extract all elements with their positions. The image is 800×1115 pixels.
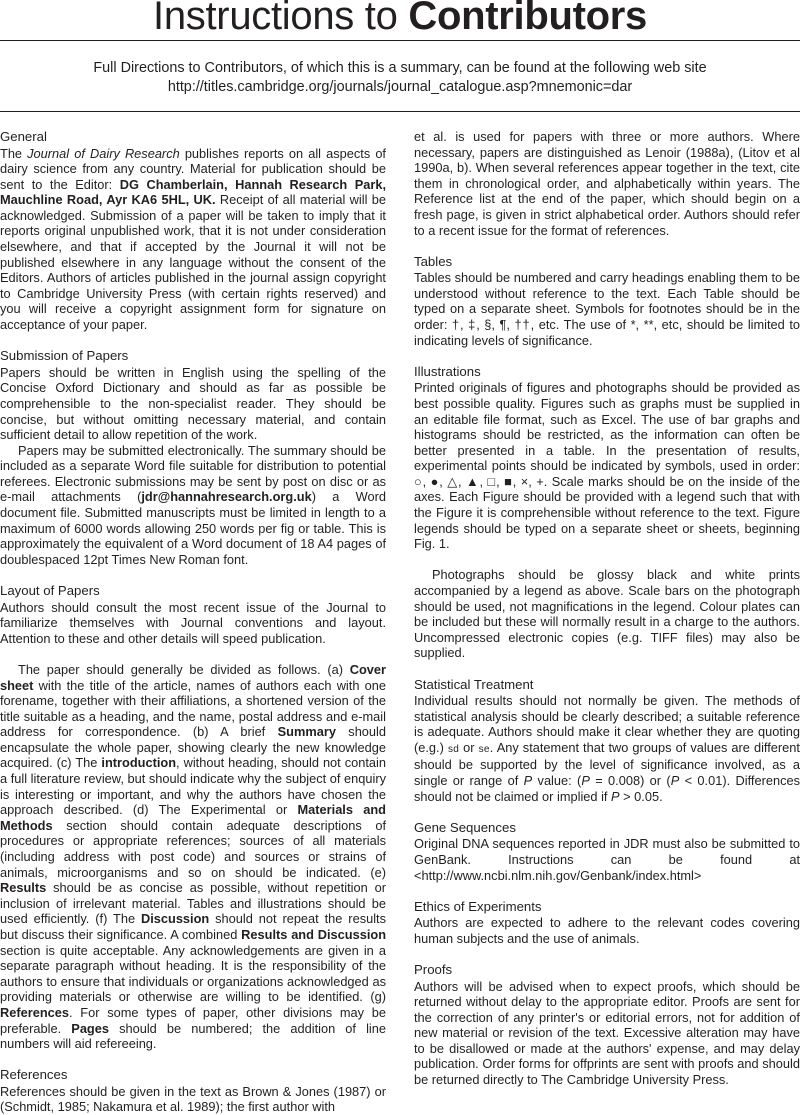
right-column: [414, 129, 800, 1088]
text: should be numbered; the addition of line numbers will aid refereeing.: [0, 1020, 386, 1052]
section-submission: [0, 348, 386, 567]
submission-paragraph-2: [0, 443, 386, 568]
text: . For some types of paper, other divisions may be preferable.: [0, 1004, 386, 1036]
text: = 0.008) or (: [589, 773, 671, 789]
term: introduction: [101, 755, 177, 771]
term: Materials and Methods: [0, 802, 386, 833]
left-column: [0, 129, 386, 1115]
term: Pages: [71, 1020, 109, 1036]
section-heading: References: [0, 1067, 68, 1083]
gene-paragraph: Original DNA sequences reported in JDR must also be submitted to GenBank. Instructions can be found at <http://www.ncbi.nlm.nih.gov/Genbank/index.html>: [414, 836, 800, 883]
references-text-start: References should be given in the text as Brown & Jones (1987) or (Schmidt, 1985; Nakamura et al. 1989); the first author with: [0, 1083, 386, 1115]
text: section is quite acceptable. Any acknowledgements are given in a separate paragraph without heading. It is the responsibility of the authors to ensure that individuals or organizations acknowledged as providing materials or otherwise are willing to be identified. (g): [0, 942, 386, 1005]
references-text-end: et al. is used for papers with three or more authors. Where necessary, papers are distinguished as Lenoir (1988a), (Litov et al 1990a, b). When several references appear together in the text, cite them in chronological order, and alphabetically within years. The Reference list at the end of the paper, which should begin on a fresh page, is given in strict alphabetical order. Authors should refer to a recent issue for the format of references.: [414, 129, 800, 238]
text: < 0.01). Differences should not be claimed or implied if: [414, 773, 800, 804]
text: Papers may be submitted electronically. The summary should be included as a separate Word file suitable for distribution to potential referees. Electronic submissions may be sent by post on disc or as e-mail attachments (: [0, 442, 386, 505]
page-title: [0, 0, 800, 40]
term: Results: [0, 880, 47, 896]
section-heading: Ethics of Experiments: [414, 898, 542, 914]
section-heading: Statistical Treatment: [414, 676, 534, 692]
title-rule: [0, 40, 800, 41]
section-heading: Layout of Papers: [0, 583, 100, 599]
general-paragraph: [0, 146, 386, 333]
section-statistical: [414, 677, 800, 805]
text: Receipt of all material will be acknowledged. Submission of a paper will be taken to imply that it reports original unpublished work, that it is not under consideration elsewhere, and that if accepted by the Journal it will not be published elsewhere in any language without the consent of the Editors. Authors of articles published in the journal assign copyright to Cambridge University Press (with certain rights reserved) and you will receive a copyright assignment form for signature on acceptance of your paper.: [0, 192, 386, 333]
text: value: (: [532, 773, 582, 789]
submission-paragraph-1: Papers should be written in English using the spelling of the Concise Oxford Dictionary and should as far as possible be comprehensible to the non-specialist reader. They should be concise, but without omitting necessary material, and contain sufficient detail to allow repetition of the work.: [0, 364, 386, 443]
section-heading: Illustrations: [414, 363, 481, 379]
p-symbol: P: [523, 773, 533, 789]
text: should not repeat the results but discuss their significance. A combined: [0, 911, 387, 942]
statistical-paragraph: [414, 693, 800, 804]
text: with the title of the article, names of authors each with one forename, together with their affiliations, a shortened version of the title suitable as a heading, and the name, postal address and e-mail address for correspondence. (b) A brief: [0, 677, 386, 740]
text: ) a Word document file. Submitted manuscripts must be limited in length to a maximum of 6000 words allowing 250 words per fig or table. This is approximately the equivalent of a Word document of 18 A4 pages of doublespaced 12pt Times New Roman font.: [0, 489, 386, 567]
references-paragraph-continued: [414, 129, 800, 238]
submission-email: jdr@hannahresearch.org.uk: [141, 489, 312, 505]
section-heading: Tables: [414, 253, 453, 269]
section-heading: General: [0, 129, 47, 144]
section-heading: Submission of Papers: [0, 348, 129, 364]
text: The paper should generally be divided as follows. (a): [18, 661, 350, 677]
section-illustrations: [414, 364, 800, 661]
text: > 0.05.: [619, 788, 663, 804]
term: Summary: [277, 724, 336, 740]
text: . Any statement that two groups of values are different should be supported by the level of significance involved, as a single or range of: [414, 739, 800, 789]
p-symbol: P: [670, 773, 680, 789]
editor-address: DG Chamberlain, Hannah Research Park, Mauchline Road, Ayr KA6 5HL, UK.: [0, 176, 387, 208]
section-references: [0, 1067, 386, 1115]
term: Results and Discussion: [241, 927, 387, 942]
section-heading: Gene Sequences: [414, 819, 516, 835]
text: should encapsulate the whole paper, showing clearly the new knowledge acquired. (c) The: [0, 724, 387, 771]
text: publishes reports on all aspects of dairy science from any country. Material for publication should be sent to the Editor:: [0, 145, 386, 192]
section-general: [0, 129, 386, 333]
section-layout: [0, 583, 386, 1052]
subtitle-rule: [0, 111, 800, 112]
text: Individual results should not normally be given. The methods of statistical analysis should be clearly described; a suitable reference is adequate. Authors should make it clear whether they are quoting (e.g.): [414, 693, 800, 755]
text: section should contain adequate descriptions of procedures or appropriate references; sources of all materials (including address with post code) and sources or strains of animals, microorganisms and so on should be indicated. (e): [0, 817, 386, 880]
subtitle: [0, 59, 800, 96]
journal-name: Journal of Dairy Research: [27, 145, 180, 161]
illustrations-paragraph-2: Photographs should be glossy black and white prints accompanied by a legend as above. Scale bars on the photograph should be used, not magnifications in the legend. Colour plates can be included but these will normally result in a charge to the authors. Uncompressed electronic copies (e.g. TIFF files) may also be supplied.: [414, 567, 800, 661]
proofs-paragraph: Authors will be advised when to expect proofs, which should be returned without delay to the appropriate editor. Proofs are sent for the correction of any printer's or editorial errors, not for addition of new material or revision of the text. Excessive alteration may have to be disallowed or made at the authors' expense, and may delay publication. Order forms for offprints are sent with proofs and should be returned directly to The Cambridge University Press.: [414, 978, 800, 1088]
section-tables: [414, 254, 800, 348]
term: Discussion: [140, 911, 210, 927]
tables-paragraph: Tables should be numbered and carry headings enabling them to be understood without reference to the text. Each Table should be typed on a separate sheet. Symbols for footnotes should be in the order: †, ‡, §, ¶, ††, etc. The use of *, **, etc, should be limited to indicating levels of significance.: [414, 270, 800, 348]
subtitle-url: http://titles.cambridge.org/journals/journal_catalogue.asp?mnemonic=dar: [167, 78, 633, 95]
section-ethics: [414, 899, 800, 947]
section-heading: Proofs: [414, 962, 453, 977]
text: should be as concise as possible, without repetition or inclusion of irrelevant material. Tables and illustrations should be used efficiently. (f) The: [0, 880, 386, 927]
references-paragraph: [0, 1084, 386, 1115]
text: , without heading, should not contain a full literature review, but should indicate why the subject of enquiry is interesting or important, and why the authors have chosen the approach described. (d) The Experimental or: [0, 755, 386, 818]
section-proofs: [414, 962, 800, 1088]
abbr-sd: sd: [447, 743, 460, 755]
p-symbol: P: [581, 773, 590, 789]
layout-paragraph-1: Authors should consult the most recent issue of the Journal to familiarize themselves with Journal conventions and layout. Attention to these and other details will speed publication.: [0, 599, 386, 646]
p-symbol: P: [611, 788, 620, 804]
title-bold: Contributors: [408, 0, 647, 38]
abbr-se: se: [478, 743, 490, 755]
text: The: [0, 145, 28, 161]
subtitle-line-1: Full Directions to Contributors, of which this is a summary, can be found at the following web site: [93, 60, 707, 76]
layout-paragraph-2: [0, 662, 386, 1052]
term: Cover sheet: [0, 661, 386, 693]
illustrations-paragraph-1: Printed originals of figures and photographs should be provided as best possible quality. Figures such as graphs must be supplied in an editable file format, such as Excel. The use of bar graphs and histograms should be restricted, as the information can often be better presented in a table. In the presentation of results, experimental points should be indicated by symbols, used in order: ○, ●, △, ▲, □, ■, ×, +. Scale marks should be on the inside of the axes. Each Figure should be provided with a legend such that with the Figure it is comprehensible without reference to the text. Figure legends should be typed on a separate sheet or sheets, beginning Fig. 1.: [414, 380, 800, 552]
title-light: Instructions to: [153, 0, 409, 38]
section-gene: [414, 820, 800, 883]
term: References: [0, 1004, 70, 1020]
text: or: [459, 739, 479, 755]
ethics-paragraph: Authors are expected to adhere to the relevant codes covering human subjects and the use of animals.: [414, 915, 800, 946]
